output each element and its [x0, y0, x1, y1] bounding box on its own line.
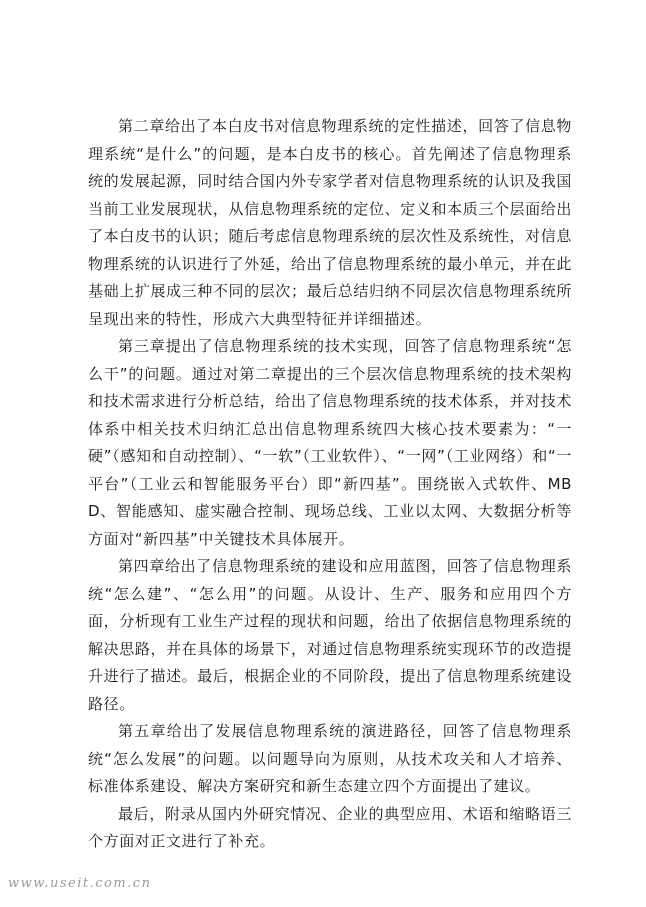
paragraph-appendix: 最后，附录从国内外研究情况、企业的典型应用、术语和缩略语三个方面对正文进行了补充。	[88, 804, 572, 850]
paragraph-chapter-4: 第四章给出了信息物理系统的建设和应用蓝图，回答了信息物理系统“怎么建”、“怎么用”的问题。从设计、生产、服务和应用四个方面，分析现有工业生产过程的现状和问题，给出了依据信息物理系统的解决思路，并在具体的场景下，对通过信息物理系统实现环节的改造提升进行了描述。最后，根据企业的不同阶段，提出了信息物理系统建设路径。	[88, 557, 572, 713]
watermark: www.useit.com.cn	[8, 876, 152, 891]
body-text	[88, 113, 572, 856]
paragraph-chapter-3: 第三章提出了信息物理系统的技术实现，回答了信息物理系统“怎么干”的问题。通过对第二章提出的三个层次信息物理系统的技术架构和技术需求进行分析总结，给出了信息物理系统的技术体系，并对技术体系中相关技术归纳汇总出信息物理系统四大核心技术要素为：“一硬”（感知和自动控制）、“一软”（工业软件）、“一网”（工业网络）和“一平台”（工业云和智能服务平台）即“新四基”。围绕嵌入式软件、MBD、智能感知、虚实融合控制、现场总线、工业以太网、大数据分析等方面对“新四基”中关键技术具体展开。	[88, 337, 572, 548]
paragraph-chapter-2: 第二章给出了本白皮书对信息物理系统的定性描述，回答了信息物理系统“是什么”的问题，是本白皮书的核心。首先阐述了信息物理系统的发展起源，同时结合国内外专家学者对信息物理系统的认识及我国当前工业发展现状，从信息物理系统的定位、定义和本质三个层面给出了本白皮书的认识；随后考虑信息物理系统的层次性及系统性，对信息物理系统的认识进行了外延，给出了信息物理系统的最小单元，并在此基础上扩展成三种不同的层次；最后总结归纳不同层次信息物理系统所呈现出来的特性，形成六大典型特征并详细描述。	[88, 117, 572, 328]
paragraph-chapter-5: 第五章给出了发展信息物理系统的演进路径，回答了信息物理系统“怎么发展”的问题。以问题导向为原则，从技术攻关和人才培养、标准体系建设、解决方案研究和新生态建立四个方面提出了建议。	[88, 722, 572, 795]
